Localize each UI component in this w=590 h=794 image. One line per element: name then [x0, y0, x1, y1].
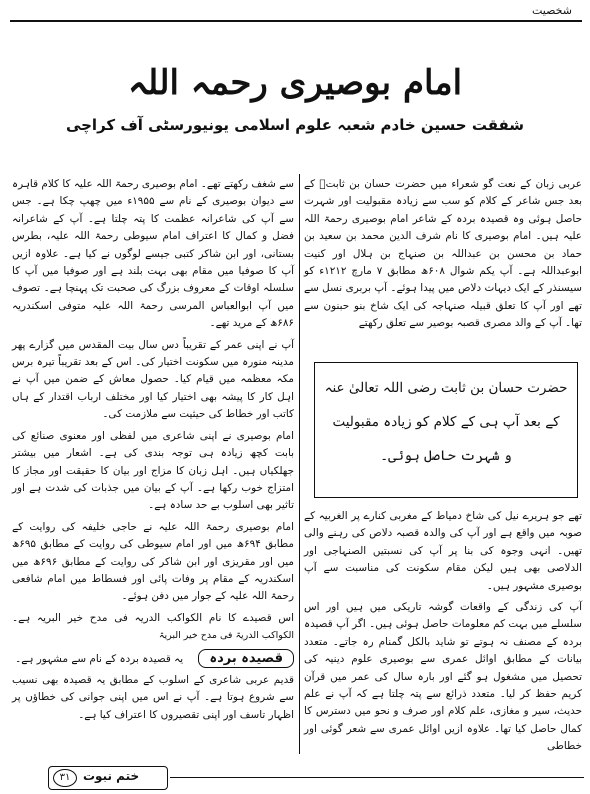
left-paragraph-4: امام بوصیری رحمۃ اللہ علیہ نے حاجی خلیفہ کی روایت کے مطابق ۶۹۴ھ میں اور امام سیوطی کی روایت کے مطابق ۶۹۵ھ میں اور مقریزی اور ابن شاکر کی روایت کے مطابق ۶۹۶ھ میں اسکندریہ کے مقام پر وفات پائی اور فسطاط میں امام شافعی رحمۃ اللہ علیہ کے جوار میں دفن ہوئے۔: [12, 520, 294, 603]
pull-quote-box: [314, 362, 578, 498]
author-byline: شفقت حسین خادم شعبہ علوم اسلامی یونیورسٹی آف کراچی: [65, 116, 525, 134]
left-column: [12, 176, 294, 728]
right-column-continued: [304, 508, 582, 760]
pull-quote-line: کے بعد آپ ہی کے کلام کو زیادہ مقبولیت: [332, 414, 560, 430]
running-head: شخصیت: [532, 4, 572, 17]
right-intro-paragraph: عربی زبان کے نعت گو شعراء میں حضرت حسان بن ثابتؓ کے بعد جس شاعر کے کلام کو سب سے زیادہ مقبولیت اور شہرت حاصل ہوئی وہ قصیدہ بردہ کے شاعر امام بوصیری رحمۃ اللہ علیہ ہیں۔ امام بوصیری کا نام شرف الدین محمد بن سعید بن حماد بن محسن بن عبداللہ بن صنہاج بن ہلال اور کنیت ابوعبداللہ ہے۔ آپ یکم شوال ۶۰۸ھ مطابق ۷ مارچ ۱۲۱۲ء کو سیسنذر کے ایک دیہات دلاص میں پیدا ہوئے۔ آپ بربری نسل سے تھے اور آپ کا تعلق قبیلہ صنہاجہ کی ایک شاخ بنو حبنون سے تھا۔ آپ کے والد مصری قصبہ بوصیر سے تعلق رکھتے: [304, 178, 582, 330]
left-paragraph-5-text: اس قصیدے کا نام الکواکب الدریہ فی مدح خیر البریہ ہے۔: [12, 611, 294, 624]
right-paragraph-2: تھے جو ہریرے نیل کی شاخ دمیاط کے مغربی کنارے پر الغربیہ کے صوبہ میں واقع ہے اور آپ کی والدہ قصبہ دلاص کی رہنے والی تھیں۔ انہی وجوہ کی بنا پر آپ کی نسبتیں الصنہاجی اور الدلاصی بھی ہیں لیکن مقام سکونت کی مناسبت سے آپ بوصیری مشہور ہیں۔: [304, 510, 582, 592]
section-intro-text: یہ قصیدہ بردہ کے نام سے مشہور ہے۔: [15, 652, 184, 665]
page-number: ۳۱: [53, 769, 77, 787]
article-title: امام بوصیری رحمہ اللہ: [127, 63, 463, 103]
column-divider: [299, 174, 300, 754]
right-column: [304, 176, 582, 337]
left-paragraph-1: سے شغف رکھتے تھے۔ امام بوصیری رحمۃ اللہ علیہ کا کلام قاہرہ سے دیوان بوصیری کے نام سے ۱۹۵۵ء میں چھپ چکا ہے۔ جس سے آپ کی شاعرانہ عظمت کا پتہ چلتا ہے۔ آپ کے شاعرانہ فضل و کمال کا اعتراف امام سیوطی رحمۃ اللہ علیہ، بطرس بستانی، اور ابن شاکر کتبی جیسے لوگوں نے کیا ہے۔ علاوہ ازیں آپ کا صوفیا میں مقام بھی بہت بلند ہے اور صوفیا میں آپ کا سلسلہ اوقات کے معروف بزرگ کی صحبت تک پہنچا ہے۔ تصوف میں آپ ابوالعباس المرسی رحمۃ اللہ علیہ متوفی اسکندریہ ۶۸۶ھ کے مرید تھے۔: [12, 178, 294, 330]
section-paragraph: قدیم عربی شاعری کے اسلوب کے مطابق یہ قصیدہ بھی نسیب سے شروع ہوتا ہے۔ آپ نے اس میں اپنی جوانی کی خطاؤں پر اظہار تاسف اور اپنی تقصیروں کا اعتراف کیا ہے۔: [12, 673, 294, 721]
left-paragraph-2: آپ نے اپنی عمر کے تقریباً دس سال بیت المقدس میں گزارے پھر مدینہ منورہ میں سکونت اختیار کی۔ اس کے بعد تقریباً تیرہ برس مکہ معظمہ میں قیام کیا۔ حصول معاش کے ضمن میں آپ نے اہل کار کا پیشہ بھی اختیار کیا اور مختلف ارباب اقتدار کے ہاں کاتب اور خطاط کی حیثیت سے ملازمت کی۔: [12, 338, 294, 421]
qasida-full-title: الکواکب الدریۃ فی مدح خیر البریۃ: [158, 630, 294, 642]
footer-rule: [170, 777, 584, 778]
pull-quote-line: و شہرت حاصل ہوئی۔: [380, 448, 512, 464]
top-rule: [10, 20, 582, 22]
magazine-name: ختم نبوت: [83, 769, 140, 783]
section-heading: قصیدہ بردہ: [198, 649, 294, 668]
footer-magazine-box: [48, 766, 168, 790]
section-intro-line: [12, 649, 294, 668]
right-paragraph-3: آپ کی زندگی کے واقعات گوشہ تاریکی میں ہیں اور اس سلسلے میں بہت کم معلومات حاصل ہوئی ہیں۔ اگر آپ قصیدہ بردہ کے مصنف نہ ہوتے تو شاید بالکل گمنام رہ جاتے۔ متعدد بیانات کے مطابق اوائل عمری سے بوصیری علوم دینیہ کی تحصیل میں مشغول ہو گئے اور بارہ سال کی عمر میں قرآن کریم حفظ کر لیا۔ متعدد ذرائع سے پتہ چلتا ہے کہ آپ نے علم حدیث، سیر و مغازی، علم کلام اور صرف و نحو میں دسترس کا کمال حاصل کیا تھا۔ علاوہ ازیں اوائل عمری سے شعر گوئی اور خطاطی: [304, 601, 582, 753]
left-paragraph-5: [12, 610, 294, 645]
left-paragraph-3: امام بوصیری نے اپنی شاعری میں لفظی اور معنوی صنائع کی بابت کچھ زیادہ ہی توجہ بندی کی ہے۔ اشعار میں بیشتر جھلکیاں ہیں۔ اہل زبان کا مزاج اور بیان کا حقیقت اور مجاز کا امتزاج خوب رکھا ہے۔ آپ کے بیان میں جذبات کی شدت ہے اور تاثیر بھی اسلوب بے حد سادہ ہے۔: [12, 429, 294, 512]
pull-quote-line: حضرت حسان بن ثابت رضی اللہ تعالیٰ عنہ: [324, 380, 568, 396]
